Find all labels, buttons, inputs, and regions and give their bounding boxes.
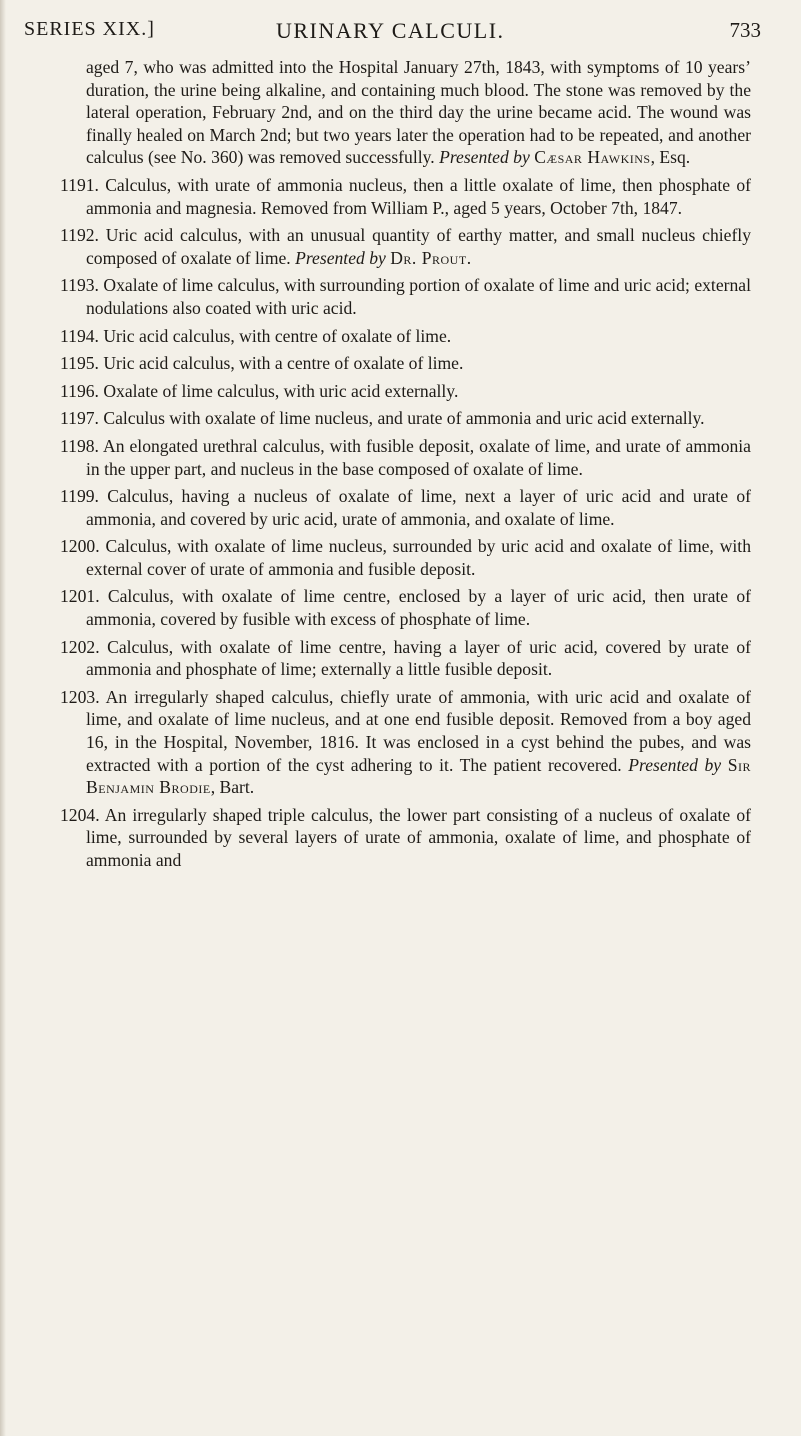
entry-continuation — [0, 56, 801, 169]
entry-text: An irregularly shaped calculus, chiefly urate of ammonia, with uric acid and oxalate of lime, and oxalate of lime nucleus, and at one end fusible deposit. Removed from a boy aged 16, in the Hospital, November, 1816. It was enclosed in a cyst behind the pubes, and was extracted with a portion of the cyst adhering to it. The patient recovered. — [86, 686, 751, 775]
catalogue-entry — [0, 325, 801, 348]
donor-suffix: , Esq. — [650, 147, 691, 168]
entry-text: Calculus with oxalate of lime nucleus, and urate of ammonia and uric acid externally. — [103, 408, 705, 429]
entry-number: 1191. — [60, 174, 99, 195]
donor-name: Dr. Prout — [390, 247, 467, 268]
entry-number: 1196. — [60, 380, 99, 401]
catalogue-entry — [0, 407, 801, 430]
entry-number: 1202. — [60, 636, 100, 657]
entry-number: 1194. — [60, 325, 99, 346]
entry-number: 1204. — [60, 804, 100, 825]
entry-number: 1193. — [60, 275, 99, 296]
presented-by: Presented by — [628, 754, 722, 775]
entry-number: 1197. — [60, 408, 99, 429]
series-label: SERIES XIX.] — [24, 18, 155, 40]
entry-text: Oxalate of lime calculus, with surrounding portion of oxalate of lime and uric acid; external nodulations also coated with uric acid. — [86, 275, 751, 318]
page-title: URINARY CALCULI. — [276, 18, 505, 43]
catalogue-entry — [0, 636, 801, 681]
entry-text: Calculus, having a nucleus of oxalate of lime, next a layer of uric acid and urate of ammonia, and covered by uric acid, urate of ammonia, and oxalate of lime. — [86, 486, 751, 529]
entry-text: Calculus, with oxalate of lime centre, enclosed by a layer of uric acid, then urate of ammonia, covered by fusible with excess of phosphate of lime. — [86, 586, 751, 630]
entry-text: Uric acid calculus, with a centre of oxalate of lime. — [103, 353, 464, 374]
entry-number: 1201. — [60, 586, 100, 607]
entry-text: Calculus, with urate of ammonia nucleus, then a little oxalate of lime, then phosphate of ammonia and magnesia. Removed from William P., aged 5 years, October 7th, 1847. — [86, 174, 751, 218]
catalogue-entry — [0, 435, 801, 480]
entry-text: Oxalate of lime calculus, with uric acid externally. — [103, 380, 459, 401]
entry-text: An irregularly shaped triple calculus, the lower part consisting of a nucleus of oxalate of lime, surrounded by several layers of urate of ammonia, oxalate of lime, and phosphate of ammonia and — [86, 804, 751, 870]
catalogue-entry — [0, 485, 801, 530]
catalogue-body — [0, 56, 801, 877]
presented-by: Presented by — [295, 247, 386, 268]
catalogue-entry — [0, 804, 801, 872]
entry-number: 1203. — [60, 686, 100, 707]
catalogue-entry — [0, 352, 801, 375]
entry-text: aged 7, who was admitted into the Hospital January 27th, 1843, with symptoms of 10 years’ duration, the urine being alkaline, and containing much blood. The stone was removed by the lateral operation, February 2nd, and on the third day the urine became acid. The wound was finally healed on March 2nd; but two years later the operation had to be repeated, and another calculus (see No. 360) was removed successfully. — [86, 57, 751, 168]
page-number: 733 — [729, 18, 761, 42]
entry-number: 1198. — [60, 435, 99, 456]
running-header — [24, 18, 761, 48]
catalogue-entry — [0, 274, 801, 319]
catalogue-entry — [0, 585, 801, 630]
catalogue-entry — [0, 224, 801, 269]
entry-text: Uric acid calculus, with an unusual quantity of earthy matter, and small nucleus chiefly composed of oxalate of lime. — [86, 225, 751, 268]
catalogue-entry — [0, 174, 801, 219]
catalogue-entry — [0, 380, 801, 403]
donor-suffix: . — [466, 247, 472, 268]
donor-suffix: , Bart. — [210, 777, 255, 798]
entry-number: 1192. — [60, 225, 99, 246]
entry-number: 1195. — [60, 353, 99, 374]
donor-name: Cæsar Hawkins — [534, 147, 651, 168]
donor-name: Sir Benjamin Brodie — [86, 754, 751, 798]
catalogue-entry — [0, 535, 801, 580]
entry-text: An elongated urethral calculus, with fusible deposit, oxalate of lime, and urate of ammonia in the upper part, and nucleus in the base composed of oxalate of lime. — [86, 435, 751, 479]
entry-text: Calculus, with oxalate of lime nucleus, surrounded by uric acid and oxalate of lime, with external cover of urate of ammonia and fusible deposit. — [86, 536, 751, 579]
entry-number: 1200. — [60, 536, 100, 557]
catalogue-entry — [0, 686, 801, 799]
presented-by: Presented by — [439, 147, 530, 168]
entry-text: Uric acid calculus, with centre of oxalate of lime. — [103, 325, 452, 346]
entry-text: Calculus, with oxalate of lime centre, having a layer of uric acid, covered by urate of ammonia and phosphate of lime; externally a little fusible deposit. — [86, 636, 751, 680]
entry-number: 1199. — [60, 486, 99, 507]
